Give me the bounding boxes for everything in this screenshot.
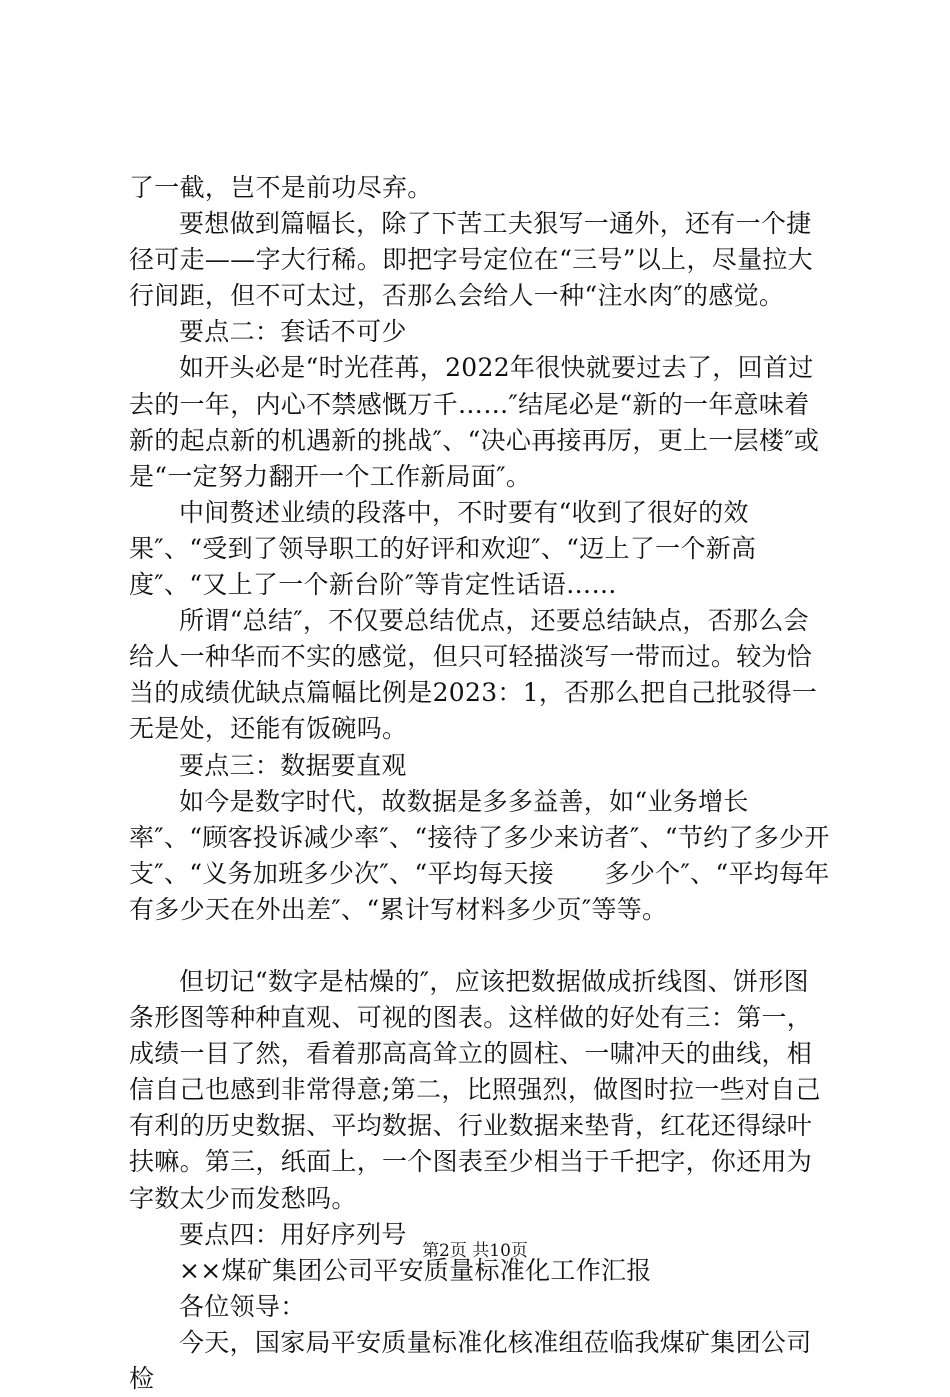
document-body (129, 170, 834, 1397)
page-footer: 第2页 共10页 (422, 1241, 528, 1261)
salutation: 各位领导： (179, 1291, 306, 1321)
paragraph-middle-phrases: 中间赘述业绩的段落中，不时要有“收到了很好的效果″、“受到了领导职工的好评和欢迎″、“迈上了一个新高度″、“又上了一个新台阶″等肯定性话语…… (129, 497, 757, 600)
paragraph-charts: 但切记“数字是枯燥的″，应该把数据做成折线图、饼形图条形图等种种直观、可视的图表。这样做的好处有三：第一，成绩一目了然，看着那高高耸立的圆柱、一啸冲天的曲线，相信自己也感到非常得意;第二，比照强烈，做图时拉一些对自己有利的历史数据、平均数据、行业数据来垫背，红花还得绿叶扶嘛。第三，纸面上，一个图表至少相当于千把字，你还用为字数太少而发愁吗。 (129, 966, 821, 1213)
heading-point-four: 要点四：用好序列号 (179, 1219, 407, 1249)
paragraph-opening-phrases: 如开头必是“时光荏苒，2022年很快就要过去了，回首过去的一年，内心不禁感慨万千……″结尾必是“新的一年意味着新的起点新的机遇新的挑战″、“决心再接再厉，更上一层楼″或是“一定努力翻开一个工作新局面″。 (129, 353, 820, 491)
heading-point-two: 要点二：套话不可少 (179, 317, 407, 347)
paragraph-length-tip: 要想做到篇幅长，除了下苦工夫狠写一通外，还有一个捷径可走——字大行稀。即把字号定位在“三号”以上，尽量拉大行间距，但不可太过，否那么会给人一种“注水肉″的感觉。 (129, 209, 813, 311)
paragraph-continuation: 了一截，岂不是前功尽弃。 (129, 173, 433, 202)
paragraph-report-opening: 今天，国家局平安质量标准化核准组莅临我煤矿集团公司检 (129, 1327, 812, 1393)
heading-point-three: 要点三：数据要直观 (179, 750, 407, 780)
paragraph-data-examples: 如今是数字时代，故数据是多多益善，如“业务增长率″、“顾客投诉减少率″、“接待了多少来访者″、“节约了多少开支″、“义务加班多少次″、“平均每天接 多少个″、“平均每年有多少天在外出差″、“累计写材料多少页″等等。 (129, 786, 830, 924)
report-title: ××煤矿集团公司平安质量标准化工作汇报 (179, 1255, 652, 1285)
paragraph-gap (129, 928, 834, 964)
paragraph-summary-defects: 所谓“总结″，不仅要总结优点，还要总结缺点，否那么会给人一种华而不实的感觉，但只可轻描淡写一带而过。较为恰当的成绩优缺点篇幅比例是2023：1，否那么把自己批驳得一无是处，还能有饭碗吗。 (129, 606, 818, 744)
